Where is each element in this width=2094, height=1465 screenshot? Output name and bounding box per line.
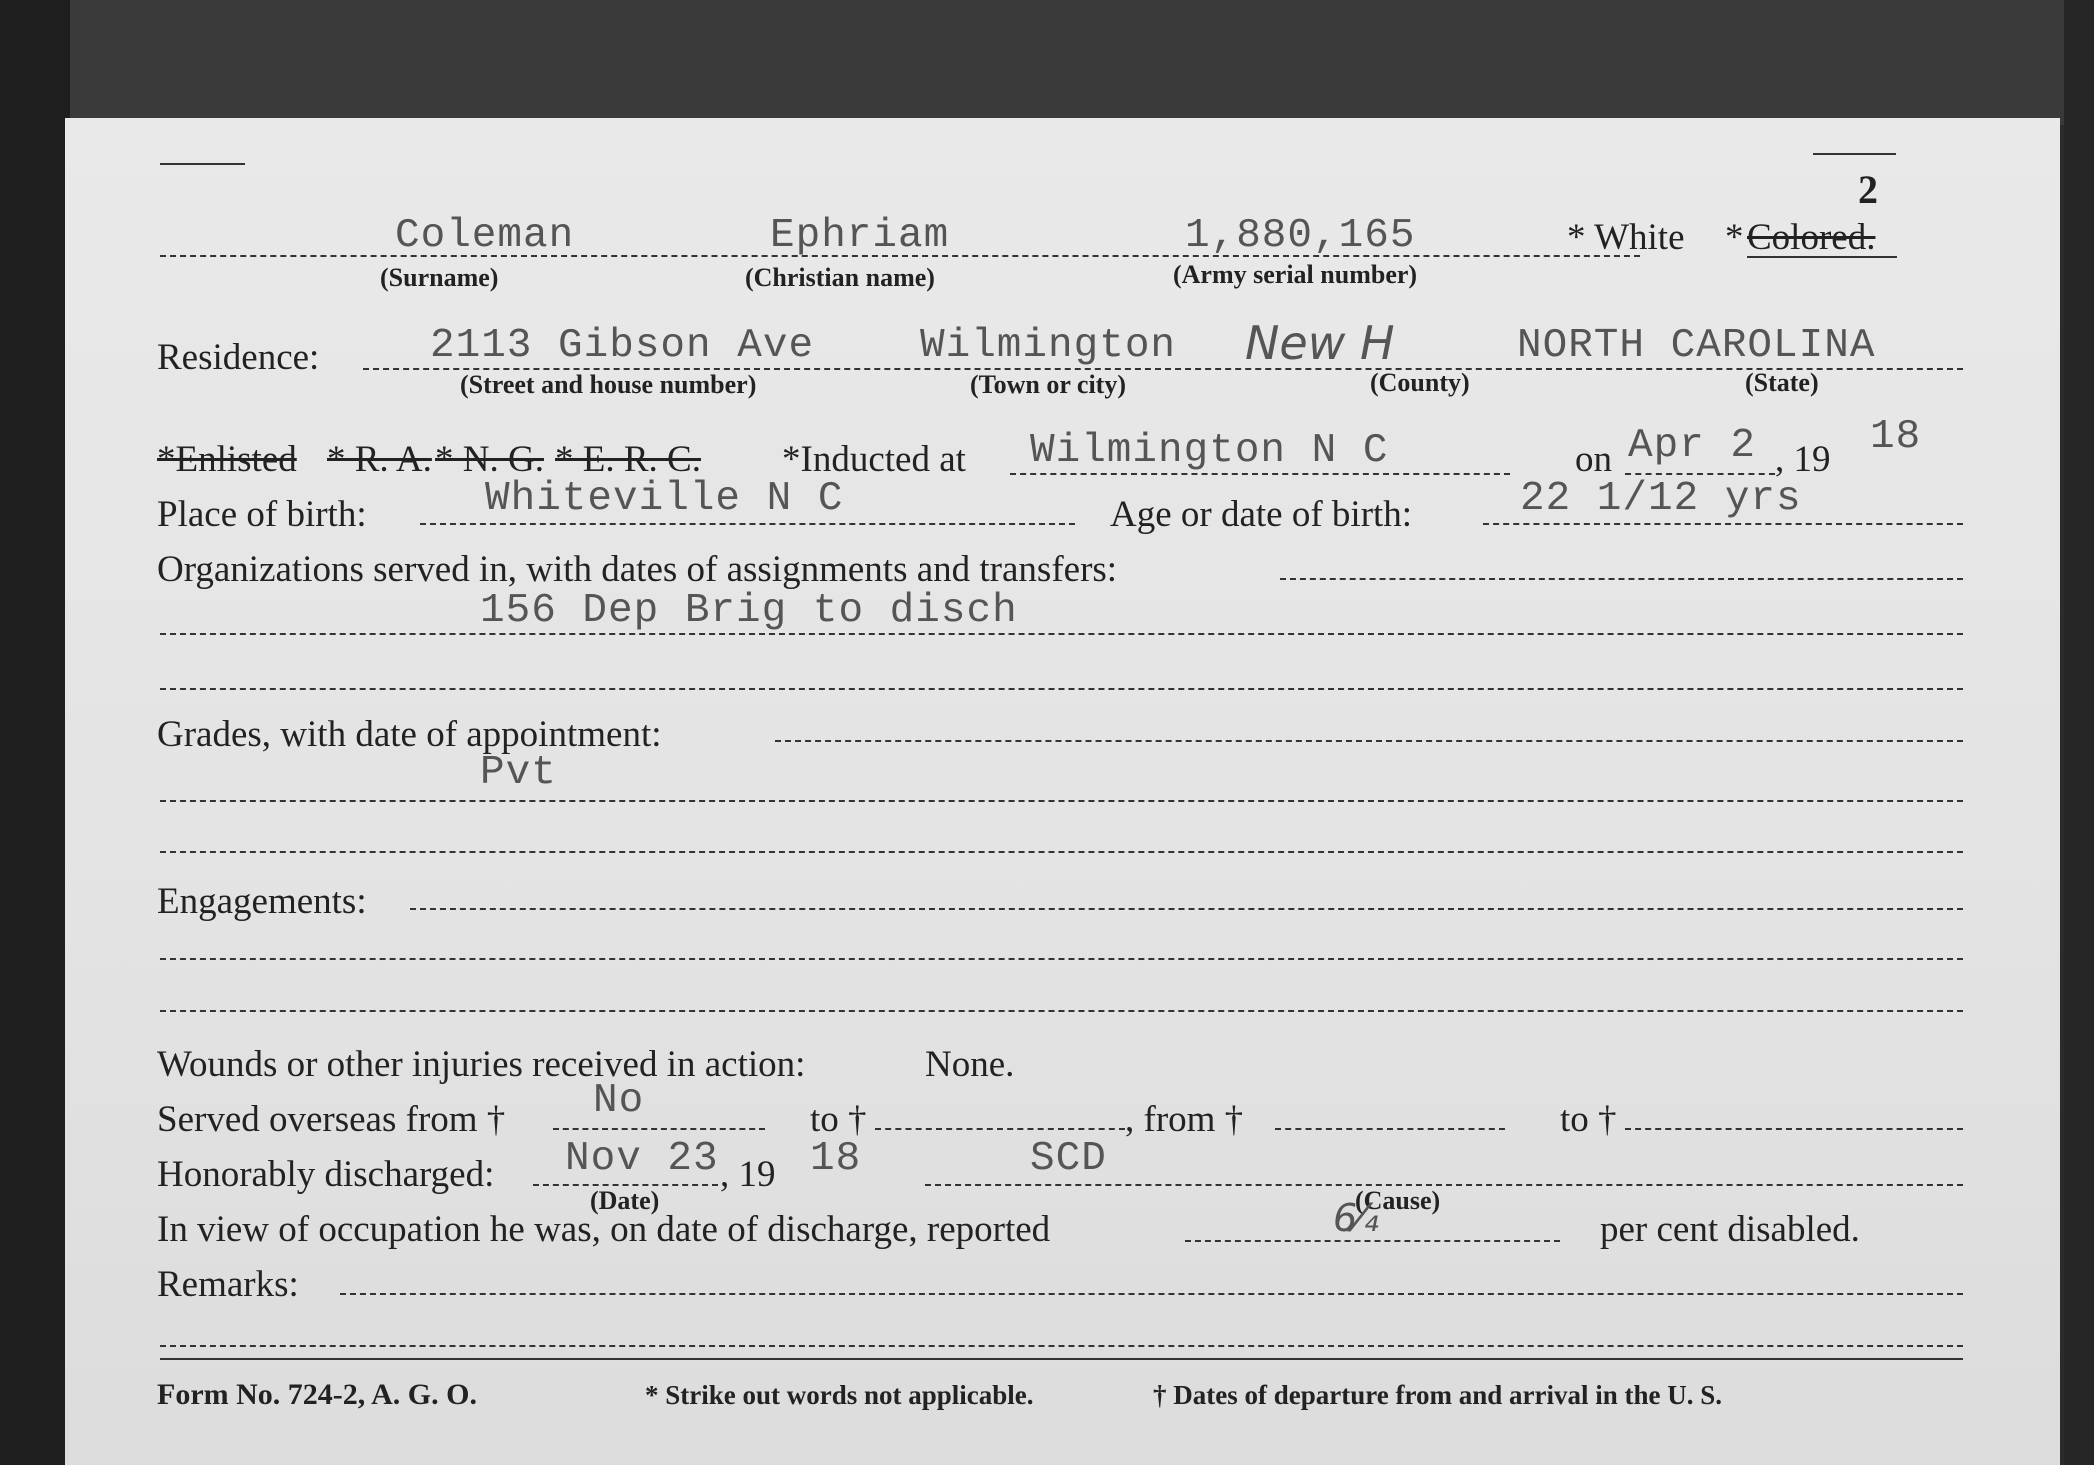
grades-value: Pvt [480,750,557,796]
residence-street: 2113 Gibson Ave [430,323,815,369]
erc-option: * E. R. C. [555,439,701,480]
background-right [2064,0,2094,1465]
cause-caption: (Cause) [1355,1186,1441,1215]
background-left [0,0,70,1465]
street-caption: (Street and house number) [460,370,757,399]
inducted-year: 18 [1870,414,1922,460]
disability-suffix: per cent disabled. [1600,1209,1860,1250]
overseas-to-label: to † [810,1099,867,1140]
footer-note-dates: † Dates of departure from and arrival in the U. S. [1153,1380,1722,1410]
disability-label: In view of occupation he was, on date of discharge, reported [157,1209,1051,1250]
disability-line [1185,1240,1560,1242]
residence-county: New H [1245,316,1395,370]
organizations-line-1 [1280,578,1963,580]
county-caption: (County) [1370,368,1470,397]
year-prefix: , 19 [1775,439,1831,480]
discharge-cause: SCD [1030,1136,1107,1182]
residence-state: NORTH CAROLINA [1517,323,1876,369]
on-label: on [1575,439,1612,480]
inducted-date: Apr 2 [1628,423,1757,469]
birthplace-line [420,523,1075,525]
engagements-line-1 [410,908,1963,910]
organizations-line-3 [160,688,1963,690]
surname-value: Coleman [395,213,575,259]
surname-caption: (Surname) [380,263,499,292]
enlisted-option: *Enlisted [157,439,297,480]
state-caption: (State) [1745,368,1819,397]
top-right-mark [1813,153,1896,155]
birthplace-label: Place of birth: [157,494,367,535]
race-colored: Colored. [1747,217,1876,258]
background-top [0,0,2094,125]
grades-label: Grades, with date of appointment: [157,714,662,755]
overseas-to-line [875,1128,1125,1130]
wounds-label: Wounds or other injuries received in action: [157,1044,806,1085]
overseas-label: Served overseas from † [157,1099,506,1140]
race-white: * White [1567,217,1685,258]
serial-caption: (Army serial number) [1173,260,1418,289]
discharge-year-prefix: , 19 [720,1154,776,1195]
organizations-line-2 [160,633,1963,635]
grades-line-2 [160,800,1963,802]
christian-name-caption: (Christian name) [745,263,935,292]
birthplace-value: Whiteville N C [485,476,844,522]
town-caption: (Town or city) [970,370,1126,399]
ng-option: * N. G. [435,439,544,480]
remarks-line-1 [340,1293,1963,1295]
organizations-label: Organizations served in, with dates of assignments and transfers: [157,549,1118,590]
inducted-label: *Inducted at [782,439,966,480]
service-record-card [65,118,2060,1465]
card-number: 2 [1858,167,1878,212]
discharge-year: 18 [810,1136,862,1182]
overseas-to2-line [1625,1128,1963,1130]
overseas-from2-label: , from † [1125,1099,1244,1140]
engagements-line-3 [160,1010,1963,1012]
overseas-from-value: No [593,1078,645,1124]
disability-value: 6⁄₄ [1333,1196,1379,1240]
overseas-from-line [553,1128,765,1130]
remarks-line-2 [160,1345,1963,1347]
serial-number-value: 1,880,165 [1185,213,1416,259]
inducted-at-value: Wilmington N C [1030,428,1389,474]
engagements-label: Engagements: [157,881,367,922]
date-caption: (Date) [590,1186,660,1215]
remarks-bottom-rule [160,1358,1963,1360]
age-value: 22 1/12 yrs [1520,476,1802,522]
discharge-label: Honorably discharged: [157,1154,495,1195]
engagements-line-2 [160,958,1963,960]
wounds-value: None. [925,1044,1015,1085]
overseas-from2-line [1275,1128,1505,1130]
age-label: Age or date of birth: [1110,494,1413,535]
date-line [1625,473,1775,475]
top-left-mark [160,163,245,165]
overseas-to2-label: to † [1560,1099,1617,1140]
ra-option: * R. A. [327,439,432,480]
remarks-label: Remarks: [157,1264,299,1305]
christian-name-value: Ephriam [770,213,950,259]
discharge-date: Nov 23 [565,1136,719,1182]
residence-town: Wilmington [920,323,1177,369]
organizations-value: 156 Dep Brig to disch [480,588,1018,634]
colored-underline [1747,256,1897,258]
grades-line-3 [160,851,1963,853]
residence-label: Residence: [157,337,320,378]
discharge-cause-line [925,1184,1963,1186]
grades-line-1 [775,740,1963,742]
form-number: Form No. 724-2, A. G. O. [157,1378,477,1411]
footer-note-strike: * Strike out words not applicable. [645,1380,1034,1410]
age-line [1483,523,1963,525]
race-colored-star: * [1725,217,1744,258]
